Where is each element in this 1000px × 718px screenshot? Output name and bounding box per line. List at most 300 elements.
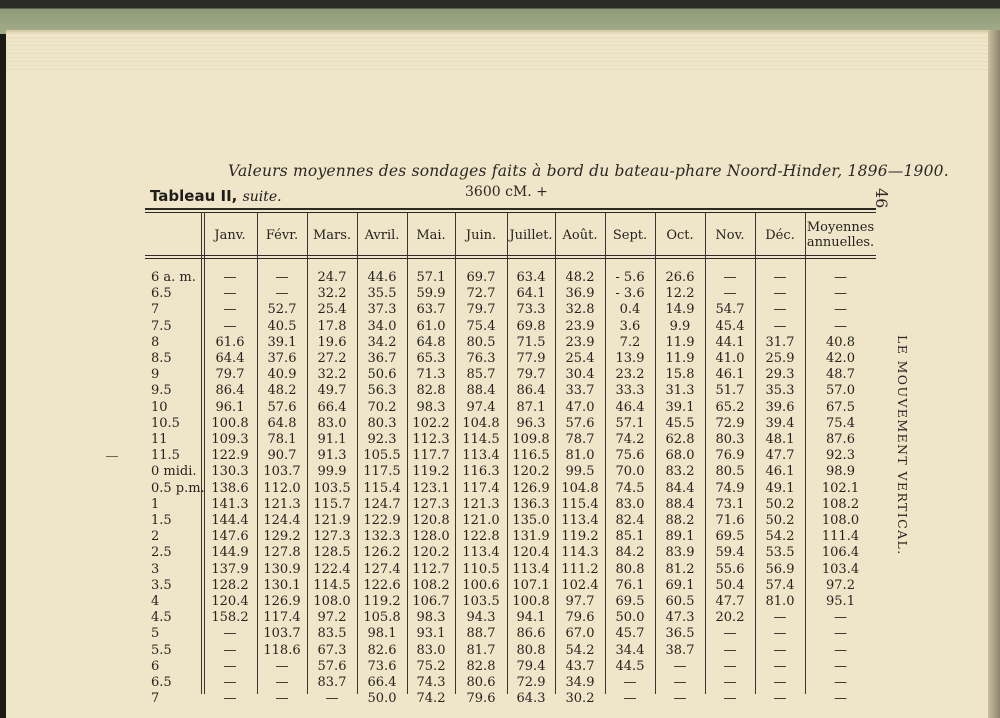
table-cell: 122.9 bbox=[211, 448, 249, 464]
table-cell: 75.4 bbox=[826, 415, 855, 431]
table-cell: 111.4 bbox=[821, 529, 860, 545]
table-row bbox=[145, 302, 876, 318]
table-cell: 41.0 bbox=[715, 351, 745, 366]
table-cell: — bbox=[834, 691, 847, 707]
table-cell: — bbox=[723, 626, 737, 642]
table-cell: — bbox=[773, 658, 787, 674]
table-cell: 81.2 bbox=[665, 561, 695, 577]
table-cell: 79.4 bbox=[516, 658, 546, 674]
table-cell: 23.9 bbox=[565, 334, 595, 350]
row-time-label: 0 midi. bbox=[151, 464, 197, 480]
row-time-label: 0.5 p.m. bbox=[151, 480, 205, 496]
table-row bbox=[145, 400, 876, 416]
table-cell: 108.0 bbox=[821, 513, 860, 528]
table-row bbox=[145, 432, 876, 448]
table-cell: 81.0 bbox=[565, 448, 595, 464]
table-cell: 141.3 bbox=[211, 496, 249, 512]
table-cell: 9.9 bbox=[669, 318, 691, 334]
table-cell: — bbox=[773, 318, 787, 334]
table-cell: 20.2 bbox=[715, 610, 745, 626]
table-cell: 130.1 bbox=[263, 577, 301, 593]
table-cell: 67.3 bbox=[317, 642, 347, 658]
table-cell: 44.5 bbox=[615, 658, 645, 674]
table-cell: 107.1 bbox=[512, 577, 550, 593]
table-cell: 13.9 bbox=[615, 351, 645, 366]
table-cell: 51.7 bbox=[715, 383, 745, 399]
column-header: Juin. bbox=[465, 227, 497, 243]
column-header: Avril. bbox=[364, 227, 400, 243]
row-time-label: 4.5 bbox=[151, 610, 172, 626]
table-cell: 112.7 bbox=[412, 561, 450, 577]
table-cell: 45.5 bbox=[665, 415, 695, 431]
table-cell: 47.7 bbox=[765, 448, 795, 464]
row-time-label: 7 bbox=[151, 691, 160, 707]
table-cell: — bbox=[834, 286, 847, 302]
table-cell: 102.2 bbox=[412, 415, 450, 431]
row-time-label: 10 bbox=[151, 399, 168, 415]
table-cell: 88.7 bbox=[466, 626, 496, 642]
table-cell: 74.2 bbox=[416, 691, 446, 707]
table-cell: 87.1 bbox=[516, 399, 546, 415]
table-label bbox=[150, 187, 282, 205]
table-cell: 118.6 bbox=[263, 642, 301, 658]
table-cell: 117.7 bbox=[412, 448, 450, 464]
table-cell: 48.7 bbox=[826, 367, 855, 383]
row-time-label: 9.5 bbox=[151, 383, 172, 399]
table-cell: 31.3 bbox=[665, 383, 695, 399]
table-cell: — bbox=[275, 286, 289, 302]
table-cell: — bbox=[623, 675, 637, 690]
row-time-label: 2.5 bbox=[151, 545, 172, 561]
row-time-label: 8.5 bbox=[151, 351, 172, 366]
row-time-label: 4 bbox=[151, 594, 160, 609]
table-cell: 42.0 bbox=[826, 351, 855, 366]
table-cell: 121.3 bbox=[263, 496, 301, 512]
table-cell: 36.9 bbox=[565, 286, 595, 302]
table-cell: 96.3 bbox=[516, 415, 546, 431]
table-cell: 34.2 bbox=[367, 334, 397, 350]
table-cell: 98.1 bbox=[367, 626, 397, 642]
row-time-label: 6.5 bbox=[151, 675, 172, 690]
table-cell: 114.5 bbox=[462, 432, 500, 447]
table-cell: 113.4 bbox=[512, 561, 550, 577]
table-cell: 46.1 bbox=[765, 464, 795, 480]
table-cell: — bbox=[773, 610, 787, 626]
table-cell: 44.6 bbox=[367, 270, 397, 285]
table-cell: 12.2 bbox=[665, 286, 695, 302]
table-cell: 130.3 bbox=[211, 464, 249, 480]
table-row bbox=[145, 270, 876, 286]
table-cell: 45.4 bbox=[715, 318, 745, 334]
table-cell: — bbox=[834, 675, 847, 690]
table-cell: 83.2 bbox=[665, 464, 695, 480]
row-time-label: 5 bbox=[151, 626, 160, 642]
table-cell: 25.4 bbox=[317, 302, 347, 318]
table-cell: 115.4 bbox=[363, 480, 401, 496]
table-cell: 117.4 bbox=[263, 610, 301, 626]
table-cell: 67.0 bbox=[565, 626, 595, 642]
table-cell: 127.8 bbox=[263, 545, 301, 561]
table-cell: 50.0 bbox=[367, 691, 397, 707]
table-cell: 121.9 bbox=[313, 513, 351, 528]
table-cell: — bbox=[623, 691, 637, 707]
table-row bbox=[145, 594, 876, 610]
book-edge-top bbox=[0, 0, 1000, 34]
table-cell: 127.3 bbox=[412, 496, 450, 512]
table-cell: 32.8 bbox=[565, 302, 595, 318]
table-cell: 88.4 bbox=[665, 496, 695, 512]
table-cell: 15.8 bbox=[665, 367, 695, 383]
table-cell: 115.4 bbox=[561, 496, 599, 512]
table-cell: 89.1 bbox=[665, 529, 695, 545]
table-cell: 27.2 bbox=[317, 351, 347, 366]
table-cell: 79.7 bbox=[215, 367, 245, 383]
table-cell: 71.5 bbox=[516, 334, 546, 350]
table-cell: 106.7 bbox=[412, 594, 450, 609]
table-cell: 50.4 bbox=[715, 577, 745, 593]
column-header: Oct. bbox=[666, 227, 694, 243]
table-cell: 0.4 bbox=[619, 302, 641, 318]
table-cell: — bbox=[723, 675, 737, 690]
table-cell: 114.5 bbox=[313, 577, 351, 593]
table-cell: 76.3 bbox=[466, 351, 496, 366]
table-cell: 104.8 bbox=[561, 480, 599, 496]
table-cell: 54.2 bbox=[565, 642, 595, 658]
table-cell: — bbox=[223, 286, 237, 302]
table-cell: 46.4 bbox=[615, 399, 645, 415]
table-cell: 144.9 bbox=[211, 545, 249, 561]
table-cell: 70.2 bbox=[367, 399, 397, 415]
row-time-label: 3.5 bbox=[151, 577, 172, 593]
header-rule bbox=[145, 255, 876, 256]
table-cell: 98.9 bbox=[826, 464, 855, 480]
table-row bbox=[145, 464, 876, 480]
table-cell: 65.3 bbox=[416, 351, 446, 366]
row-time-label: 10.5 bbox=[151, 415, 180, 431]
table-cell: 88.2 bbox=[665, 513, 695, 528]
table-cell: — bbox=[673, 691, 687, 707]
table-cell: 121.0 bbox=[462, 513, 500, 528]
table-cell: 56.9 bbox=[765, 561, 795, 577]
table-cell: 124.7 bbox=[363, 496, 401, 512]
table-cell: 90.7 bbox=[267, 448, 297, 464]
table-cell: 108.2 bbox=[821, 496, 860, 512]
table-cell: 47.0 bbox=[565, 399, 595, 415]
table-cell: 61.6 bbox=[215, 334, 245, 350]
table-cell: 48.2 bbox=[565, 270, 595, 285]
table-cell: 50.6 bbox=[367, 367, 397, 383]
table-cell: 93.1 bbox=[416, 626, 446, 642]
table-cell: 50.0 bbox=[615, 610, 645, 626]
table-cell: 66.4 bbox=[317, 399, 347, 415]
table-cell: 158.2 bbox=[211, 610, 249, 626]
table-cell: 68.0 bbox=[665, 448, 695, 464]
table-cell: 80.6 bbox=[466, 675, 496, 690]
table-cell: — bbox=[673, 658, 687, 674]
table-cell: 67.5 bbox=[826, 399, 855, 415]
table-row bbox=[145, 286, 876, 302]
table-cell: 137.9 bbox=[211, 561, 249, 577]
table-cell: 102.4 bbox=[561, 577, 599, 593]
table-cell: 94.3 bbox=[466, 610, 496, 626]
table-cell: 97.4 bbox=[466, 399, 496, 415]
table-cell: 59.9 bbox=[416, 286, 446, 302]
table-cell: 14.9 bbox=[665, 302, 695, 318]
table-cell: 73.1 bbox=[715, 496, 745, 512]
row-time-label: 1 bbox=[151, 496, 160, 512]
table-cell: 96.1 bbox=[215, 399, 245, 415]
table-cell: 120.4 bbox=[211, 594, 249, 609]
table-cell: 36.5 bbox=[665, 626, 695, 642]
table-cell: — bbox=[223, 658, 237, 674]
table-cell: 100.8 bbox=[512, 594, 550, 609]
table-cell: 26.6 bbox=[665, 270, 695, 285]
table-cell: 17.8 bbox=[317, 318, 347, 334]
table-cell: — bbox=[275, 658, 289, 674]
table-cell: 35.5 bbox=[367, 286, 397, 302]
table-cell: 103.5 bbox=[313, 480, 351, 496]
table-cell: — bbox=[223, 642, 237, 658]
table-cell: — bbox=[223, 270, 237, 285]
table-cell: 39.6 bbox=[765, 399, 795, 415]
table-cell: 48.2 bbox=[267, 383, 297, 399]
table-cell: — bbox=[275, 675, 289, 690]
table-cell: — bbox=[834, 642, 847, 658]
table-cell: 30.2 bbox=[565, 691, 595, 707]
table-cell: 127.4 bbox=[363, 561, 401, 577]
table-cell: 50.2 bbox=[765, 496, 795, 512]
table-cell: — bbox=[773, 286, 787, 302]
table-cell: 79.7 bbox=[466, 302, 496, 318]
table-cell: 84.2 bbox=[615, 545, 645, 561]
table-row bbox=[145, 319, 876, 335]
table-cell: 74.5 bbox=[615, 480, 645, 496]
table-cell: 83.0 bbox=[416, 642, 446, 658]
column-header: Déc. bbox=[765, 227, 795, 243]
table-cell: 78.7 bbox=[565, 432, 595, 447]
table-cell: 126.9 bbox=[512, 480, 550, 496]
table-cell: 126.9 bbox=[263, 594, 301, 609]
table-cell: 74.3 bbox=[416, 675, 446, 690]
table-cell: 45.7 bbox=[615, 626, 645, 642]
table-cell: 91.3 bbox=[317, 448, 347, 464]
table-cell: 57.4 bbox=[765, 577, 795, 593]
table-cell: 97.2 bbox=[317, 610, 347, 626]
table-cell: - 3.6 bbox=[615, 286, 645, 302]
table-cell: 116.5 bbox=[512, 448, 550, 464]
table-cell: 11.9 bbox=[665, 334, 695, 350]
table-cell: 128.2 bbox=[211, 577, 249, 593]
table-cell: — bbox=[834, 302, 847, 318]
row-time-label: 6.5 bbox=[151, 286, 172, 302]
table-cell: 109.3 bbox=[211, 432, 249, 447]
table-cell: — bbox=[223, 302, 237, 318]
table-cell: 108.2 bbox=[412, 577, 450, 593]
table-cell: 64.3 bbox=[516, 691, 546, 707]
table-cell: 94.1 bbox=[516, 610, 546, 626]
table-cell: — bbox=[723, 286, 737, 302]
row-time-label: 5.5 bbox=[151, 642, 172, 658]
table-cell: 98.3 bbox=[416, 610, 446, 626]
table-cell: 48.1 bbox=[765, 432, 795, 447]
table-cell: 57.6 bbox=[267, 399, 297, 415]
table-cell: 40.9 bbox=[267, 367, 297, 383]
table-cell: 103.7 bbox=[263, 626, 301, 642]
table-cell: 113.4 bbox=[462, 545, 500, 561]
table-cell: — bbox=[223, 691, 237, 707]
table-cell: 44.1 bbox=[715, 334, 745, 350]
table-cell: 92.3 bbox=[367, 432, 397, 447]
table-cell: 23.2 bbox=[615, 367, 645, 383]
table-cell: — bbox=[223, 675, 237, 690]
table-cell: 79.6 bbox=[565, 610, 595, 626]
table-cell: 72.9 bbox=[516, 675, 546, 690]
table-cell: 52.7 bbox=[267, 302, 297, 318]
table-cell: 80.3 bbox=[715, 432, 745, 447]
row-time-label: 11.5 bbox=[151, 448, 180, 464]
table-cell: 37.3 bbox=[367, 302, 397, 318]
row-time-label: 6 a. m. bbox=[151, 270, 196, 285]
table-cell: 65.2 bbox=[715, 399, 745, 415]
column-header: Moyennes annuelles. bbox=[806, 220, 875, 250]
table-cell: 128.0 bbox=[412, 529, 450, 545]
table-cell: 111.2 bbox=[561, 561, 599, 577]
table-cell: 35.3 bbox=[765, 383, 795, 399]
table-cell: 86.6 bbox=[516, 626, 546, 642]
table-cell: 82.8 bbox=[466, 658, 496, 674]
table-cell: 132.3 bbox=[363, 529, 401, 545]
table-cell: — bbox=[723, 642, 737, 658]
table-row bbox=[145, 383, 876, 399]
table-cell: 73.6 bbox=[367, 658, 397, 674]
table-cell: 80.5 bbox=[466, 334, 496, 350]
table-row bbox=[145, 578, 876, 594]
table-cell: 81.7 bbox=[466, 642, 496, 658]
table-cell: 122.6 bbox=[363, 577, 401, 593]
row-time-label: 6 bbox=[151, 658, 160, 674]
table-cell: 50.2 bbox=[765, 513, 795, 528]
table-cell: 66.4 bbox=[367, 675, 397, 690]
table-cell: 59.4 bbox=[715, 545, 745, 561]
table-cell: 75.6 bbox=[615, 448, 645, 464]
table-cell: 39.1 bbox=[267, 334, 297, 350]
table-cell: 106.4 bbox=[821, 545, 860, 561]
table-cell: 105.5 bbox=[363, 448, 401, 464]
table-cell: 82.4 bbox=[615, 513, 645, 528]
table-cell: 79.7 bbox=[516, 367, 546, 383]
table-cell: 123.1 bbox=[412, 480, 450, 496]
table-cell: 138.6 bbox=[211, 480, 249, 496]
table-cell: 121.3 bbox=[462, 496, 500, 512]
table-cell: 131.9 bbox=[512, 529, 550, 545]
table-cell: 98.3 bbox=[416, 399, 446, 415]
table-cell: 64.8 bbox=[416, 334, 446, 350]
table-cell: 63.4 bbox=[516, 270, 546, 285]
table-cell: 37.6 bbox=[267, 351, 297, 366]
table-cell: 97.7 bbox=[565, 594, 595, 609]
table-cell: 112.3 bbox=[412, 432, 450, 447]
table-cell: 83.0 bbox=[615, 496, 645, 512]
table-cell: 102.1 bbox=[821, 480, 860, 496]
column-header: Mars. bbox=[312, 227, 352, 243]
table-cell: 57.1 bbox=[416, 270, 446, 285]
table-cell: — bbox=[325, 691, 339, 707]
table-cell: 36.7 bbox=[367, 351, 397, 366]
table-cell: 34.9 bbox=[565, 675, 595, 690]
table-row bbox=[145, 545, 876, 561]
table-cell: 115.7 bbox=[313, 496, 351, 512]
table-label-suffix: suite. bbox=[242, 189, 282, 205]
table-row bbox=[145, 610, 876, 626]
table-cell: 87.6 bbox=[826, 432, 855, 447]
table-cell: — bbox=[275, 270, 289, 285]
table-cell: 135.0 bbox=[512, 513, 550, 528]
running-head: LE MOUVEMENT VERTICAL. bbox=[895, 335, 910, 556]
margin-mark bbox=[106, 456, 118, 457]
table-cell: 128.5 bbox=[313, 545, 351, 561]
table-cell: 49.7 bbox=[317, 383, 347, 399]
table-cell: 72.9 bbox=[715, 415, 745, 431]
table-cell: 38.7 bbox=[665, 642, 695, 658]
table-cell: 144.4 bbox=[211, 513, 249, 528]
table-cell: 103.7 bbox=[263, 464, 301, 480]
table-cell: 117.5 bbox=[363, 464, 401, 480]
table-cell: 124.4 bbox=[263, 513, 301, 528]
table-cell: 54.2 bbox=[765, 529, 795, 545]
table-row bbox=[145, 691, 876, 707]
table-cell: 63.7 bbox=[416, 302, 446, 318]
table-cell: 39.4 bbox=[765, 415, 795, 431]
column-header: Févr. bbox=[265, 227, 299, 243]
table-top-rule bbox=[145, 208, 876, 210]
table-cell: 55.6 bbox=[715, 561, 745, 577]
table-cell: 56.3 bbox=[367, 383, 397, 399]
table-cell: 81.0 bbox=[765, 594, 795, 609]
table-cell: — bbox=[223, 318, 237, 334]
table-cell: 34.4 bbox=[615, 642, 645, 658]
table-cell: 116.3 bbox=[462, 464, 500, 480]
table-row bbox=[145, 497, 876, 513]
table-row bbox=[145, 335, 876, 351]
column-header: Nov. bbox=[715, 227, 745, 243]
table-cell: 100.6 bbox=[462, 577, 500, 593]
table-cell: 82.6 bbox=[367, 642, 397, 658]
table-cell: 122.9 bbox=[363, 513, 401, 528]
table-row bbox=[145, 675, 876, 691]
table-cell: 61.0 bbox=[416, 318, 446, 334]
table-cell: — bbox=[773, 691, 787, 707]
column-header: Août. bbox=[562, 227, 598, 243]
table-cell: 49.1 bbox=[765, 480, 795, 496]
table-cell: 69.1 bbox=[665, 577, 695, 593]
table-cell: 64.4 bbox=[215, 351, 245, 366]
table-cell: 70.0 bbox=[615, 464, 645, 480]
table-cell: 120.8 bbox=[412, 513, 450, 528]
table-cell: 120.4 bbox=[512, 545, 550, 561]
table-cell: 79.6 bbox=[466, 691, 496, 707]
table-cell: 40.8 bbox=[826, 334, 855, 350]
table-cell: 120.2 bbox=[412, 545, 450, 561]
table-cell: 99.5 bbox=[565, 464, 595, 480]
table-cell: — bbox=[723, 270, 737, 285]
row-time-label: 9 bbox=[151, 367, 160, 383]
table-cell: 40.5 bbox=[267, 318, 297, 334]
table-cell: 103.5 bbox=[462, 594, 500, 609]
table-cell: — bbox=[834, 270, 847, 285]
table-cell: 62.8 bbox=[665, 432, 695, 447]
table-cell: 120.2 bbox=[512, 464, 550, 480]
table-row bbox=[145, 481, 876, 497]
